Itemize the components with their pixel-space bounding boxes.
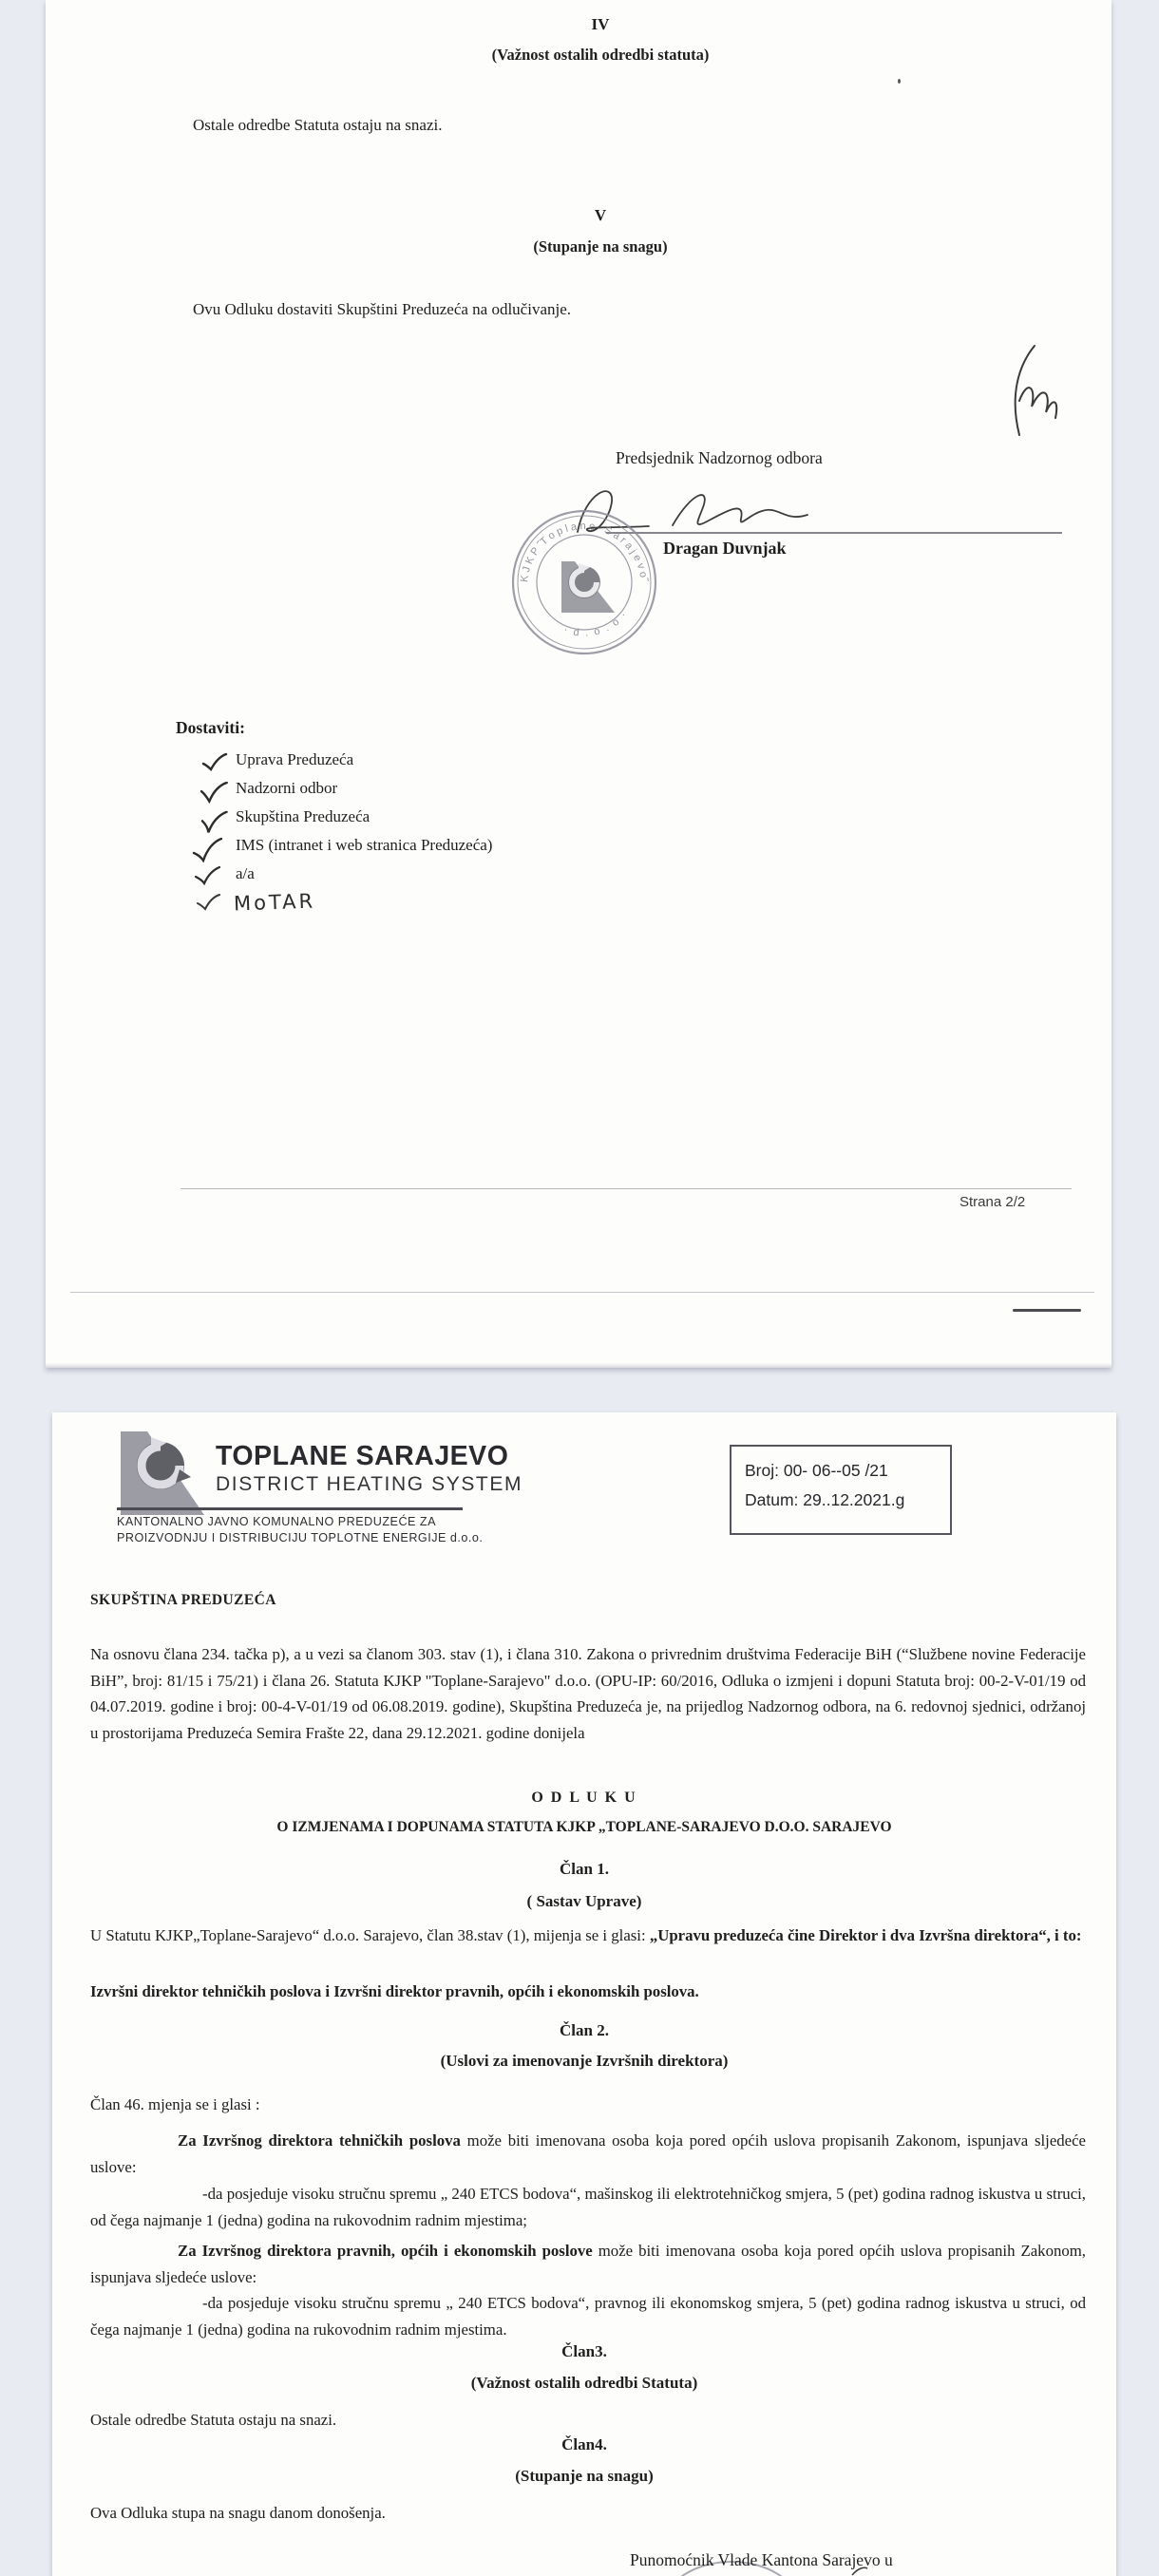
article-4-body: Ova Odluka stupa na snagu danom donošenja. — [90, 2504, 386, 2522]
article-2-paragraph-2 — [90, 2238, 1086, 2290]
company-stamp-icon — [508, 506, 660, 658]
article-4-subtitle: (Stupanje na snagu) — [515, 2467, 654, 2485]
article-2-number: Član 2. — [560, 2021, 609, 2039]
section-v-number: V — [594, 206, 607, 224]
scan-line — [70, 1292, 1094, 1293]
checkmark-icon — [194, 866, 220, 885]
section-iv-body: Ostale odredbe Statuta ostaju na snazi. — [193, 116, 443, 134]
footer-signer-title: Punomoćnik Vlade Kantona Sarajevo u — [630, 2550, 893, 2569]
checkmark-icon — [200, 752, 228, 773]
signature-line — [606, 532, 1062, 534]
addressee: SKUPŠTINA PREDUZEĆA — [90, 1592, 276, 1608]
reference-box — [730, 1445, 952, 1535]
article-2-p1-bold: Za Izvršnog direktora tehničkih poslova — [178, 2131, 461, 2150]
article-1-body — [90, 1923, 1086, 1949]
letterhead-brand — [216, 1441, 522, 1496]
list-item — [200, 748, 492, 777]
list-item — [200, 777, 492, 805]
list-item — [200, 805, 492, 834]
reference-number: Broj: 00- 06--05 /21 — [745, 1461, 888, 1480]
list-item-label: Skupština Preduzeća — [236, 807, 370, 825]
section-iv-number: IV — [591, 15, 610, 33]
page-number: Strana 2/2 — [960, 1194, 1026, 1210]
article-2-p2-bold: Za Izvršnog direktora pravnih, općih i ekonomskih poslove — [178, 2242, 593, 2260]
article-4-number: Član4. — [561, 2435, 607, 2453]
article-2-p1-rest: može biti imenovana osoba koja pored općih uslova propisanih Zakonom, ispunjava sljedeće uslove: — [90, 2131, 1087, 2176]
section-iv — [46, 15, 1112, 65]
article-2-paragraph-1 — [90, 2128, 1086, 2180]
scan-speck — [898, 79, 901, 84]
article-1-number: Član 1. — [560, 1860, 609, 1878]
reference-date: Datum: 29..12.2021.g — [745, 1490, 905, 1509]
svg-text:· d . o . o ·: · d . o . o · — [561, 608, 631, 639]
list-item-label: Nadzorni odbor — [236, 779, 338, 797]
company-logo-icon — [117, 1428, 206, 1519]
brand-subtitle: DISTRICT HEATING SYSTEM — [216, 1473, 523, 1495]
article-3-body: Ostale odredbe Statuta ostaju na snazi. — [90, 2411, 337, 2429]
scan-line — [180, 1188, 1072, 1189]
document-page-2 — [52, 1412, 1116, 2576]
article-1-bold: „Upravu preduzeća čine Direktor i dva Izvršna direktora“, i to: — [649, 1926, 1082, 1944]
svg-text:K J K P ˝T o p l a n e · S a: K J K P ˝T o p l a n e · S a r a j e v o˝ — [519, 520, 650, 583]
brand-name: TOPLANE SARAJEVO — [216, 1441, 509, 1471]
checkmark-icon — [192, 838, 222, 862]
checkmark-icon — [199, 780, 229, 805]
list-item — [200, 862, 492, 891]
article-1-lead: U Statutu KJKP„Toplane-Sarajevo“ d.o.o. Sarajevo, član 38.stav (1), mijenja se i glasi: — [90, 1926, 650, 1944]
article-3-subtitle: (Važnost ostalih odredbi Statuta) — [470, 2374, 698, 2392]
section-v-body: Ovu Odluku dostaviti Skupštini Preduzeća na odlučivanje. — [193, 300, 572, 318]
article-1-subtitle: ( Sastav Uprave) — [526, 1892, 642, 1910]
article-2-p2-rest: može biti imenovana osoba koja pored općih uslova propisanih Zakonom, ispunjava sljedeće uslove: — [90, 2242, 1086, 2286]
page-edge-shadow — [46, 1363, 1112, 1368]
preamble-paragraph: Na osnovu člana 234. tačka p), a u vezi sa članom 303. stav (1), i člana 310. Zakona o privrednim društvima Federacije BiH (“Službene novine Federacije BiH”, broj: 81/15 i 75/21) i člana 26. Statuta KJKP "Toplane-Sarajevo" d.o.o. (OPU-IP: 60/2016, Odluka o izmjeni i dopuni Statuta broj: 00-2-V-01/19 od 04.07.2019. godine i broj: 00-4-V-01/19 od 06.08.2019. godine), Skupština Preduzeća je, na prijedlog Nadzornog odbora, na 6. redovnoj sjednici, održanoj u prostorijama Preduzeća Semira Frašte 22, dana 29.12.2021. godine donijela — [90, 1645, 1086, 1742]
distribution-list — [200, 748, 492, 891]
list-item — [200, 834, 492, 862]
article-2-intro: Član 46. mjenja se i glasi : — [90, 2095, 260, 2113]
section-iv-title: (Važnost ostalih odredbi statuta) — [491, 46, 710, 64]
letterhead-rule — [117, 1507, 463, 1510]
signer-name: Dragan Duvnjak — [663, 539, 787, 558]
article-1-bold-line: Izvršni direktor tehničkih poslova i Izvršni direktor pravnih, općih i ekonomskih poslova. — [90, 1982, 699, 2000]
article-2-subtitle: (Uslovi za imenovanje Izvršnih direktora) — [440, 2052, 729, 2070]
checkmark-icon — [196, 894, 220, 911]
article-2-item-1: -da posjeduje visoku stručnu spremu „ 240 ETCS bodova“, mašinskog ili elektrotehničkog smjera, 5 (pet) godina radnog iskustva u struci, od čega najmanje 1 (jedna) godina na rukovodnim radnim mjestima; — [90, 2185, 1086, 2229]
signer-title: Predsjednik Nadzornog odbora — [616, 448, 823, 467]
handwritten-note: MoTAR — [233, 889, 316, 916]
distribution-label: Dostaviti: — [176, 718, 245, 737]
pen-mark-icon — [979, 342, 1061, 443]
decision-title: O IZMJENAMA I DOPUNAMA STATUTA KJKP „TOPLANE-SARAJEVO D.O.O. SARAJEVO — [276, 1819, 892, 1835]
list-item-label: IMS (intranet i web stranica Preduzeća) — [236, 836, 493, 854]
section-v — [46, 206, 1112, 256]
list-item-label: a/a — [236, 864, 255, 882]
scan-dash — [1013, 1309, 1081, 1312]
checkmark-icon — [198, 807, 229, 836]
article-2-item-2: -da posjeduje visoku stručnu spremu „ 240 ETCS bodova“, pravnog ili ekonomskog smjera, 5 (pet) godina radnog iskustva u struci, od čega najmanje 1 (jedna) godina na rukovodnim radnim mjestima. — [90, 2294, 1086, 2339]
org-line-1: KANTONALNO JAVNO KOMUNALNO PREDUZEĆE ZA — [117, 1515, 437, 1528]
handwritten-note-row — [196, 891, 315, 914]
org-line-2: PROIZVODNJU I DISTRIBUCIJU TOPLOTNE ENERGIJE d.o.o. — [117, 1530, 484, 1544]
decision-word: O D L U K U — [531, 1790, 637, 1806]
document-page-1 — [46, 0, 1112, 1368]
list-item-label: Uprava Preduzeća — [236, 750, 354, 768]
article-3-number: Član3. — [561, 2342, 607, 2360]
section-v-title: (Stupanje na snagu) — [533, 237, 668, 256]
pen-stroke-icon — [850, 2567, 869, 2576]
letterhead-org — [117, 1514, 483, 1545]
